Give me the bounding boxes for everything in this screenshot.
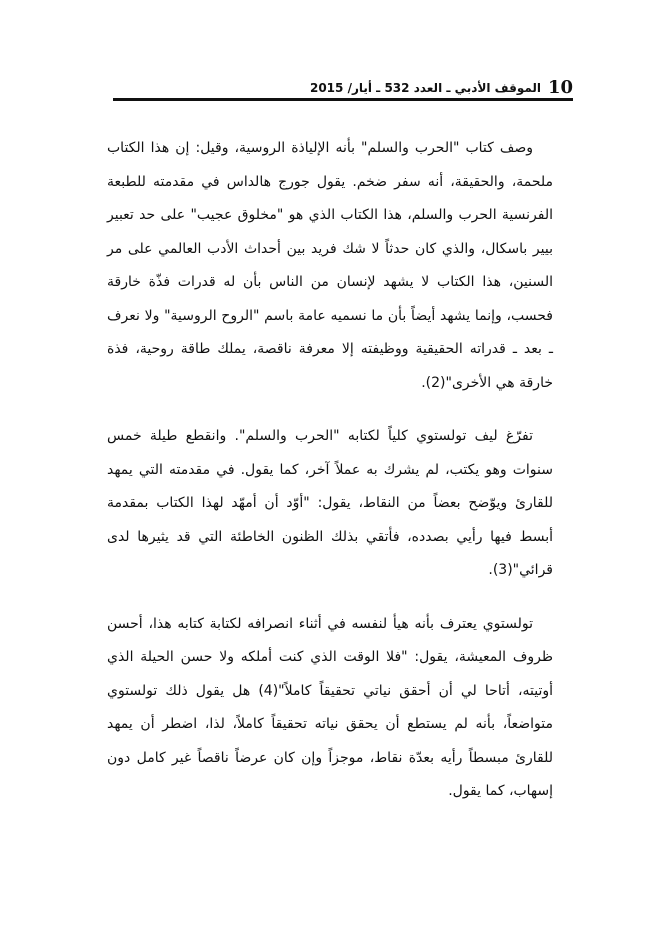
paragraph-3: تولستوي يعترف بأنه هيأ لنفسه في أثناء انصرافه لكتابة كتابه هذا، أحسن ظروف المعيشة، يقول: "فلا الوقت الذي كنت أملكه ولا حسن الحيلة الذي أوتيته، أتاحا لي أن أحقق نياتي تحقيقاً كاملاً"(4) هل يقول ذلك تولستوي متواضعاً، بأنه لم يستطع أن يحقق نياته تحقيقاً كاملاً، لذا، اضطر أن يمهد للقارئ مبسطاً رأيه بعدّة نقاط، موجزاً وإن كان عرضاً ناقصاً غير كامل دون إسهاب، كما يقول. [107, 615, 553, 799]
paragraph-1: وصف كتاب "الحرب والسلم" بأنه الإلياذة الروسية، وقيل: إن هذا الكتاب ملحمة، والحقيقة، أنه سفر ضخم. يقول جورج هالداس في مقدمته للطبعة الفرنسية الحرب والسلم، هذا الكتاب الذي هو "مخلوق عجيب" على حد تعبير بيير باسكال، والذي كان حدثاً لا شك فريد بين أحداث الأدب العالمي على مر السنين، هذا الكتاب لا يشهد لإنسان من الناس بأن له قدرات فذّة خارقة فحسب، وإنما يشهد أيضاً بأن ما نسميه عامة باسم "الروح الروسية" ولا نعرف ـ بعد ـ قدراته الحقيقية ووظيفته إلا معرفة ناقصة، يملك طاقة روحية، فذة خارقة هي الأخرى"(2). [107, 140, 553, 391]
page-header [113, 76, 573, 102]
header-rule [113, 98, 573, 101]
page-number: 10 [547, 77, 573, 98]
paragraph-2: تفرّغ ليف تولستوي كلياً لكتابه "الحرب والسلم". وانقطع طيلة خمس سنوات وهو يكتب، لم يشرك به عملاً آخر، كما يقول. في مقدمته التي يمهد للقارئ ويوّضح بعضاً من النقاط، يقول: "أوّد أن أمهّد لهذا الكتاب بمقدمة أبسط فيها رأيي بصدده، فأتقي بذلك الظنون الخاطئة التي قد يثيرها لدى قرائي"(3). [107, 428, 553, 578]
running-head: الموقف الأدبي ـ العدد 532 ـ أيار/ 2015 [309, 81, 541, 95]
article-body [107, 132, 553, 809]
